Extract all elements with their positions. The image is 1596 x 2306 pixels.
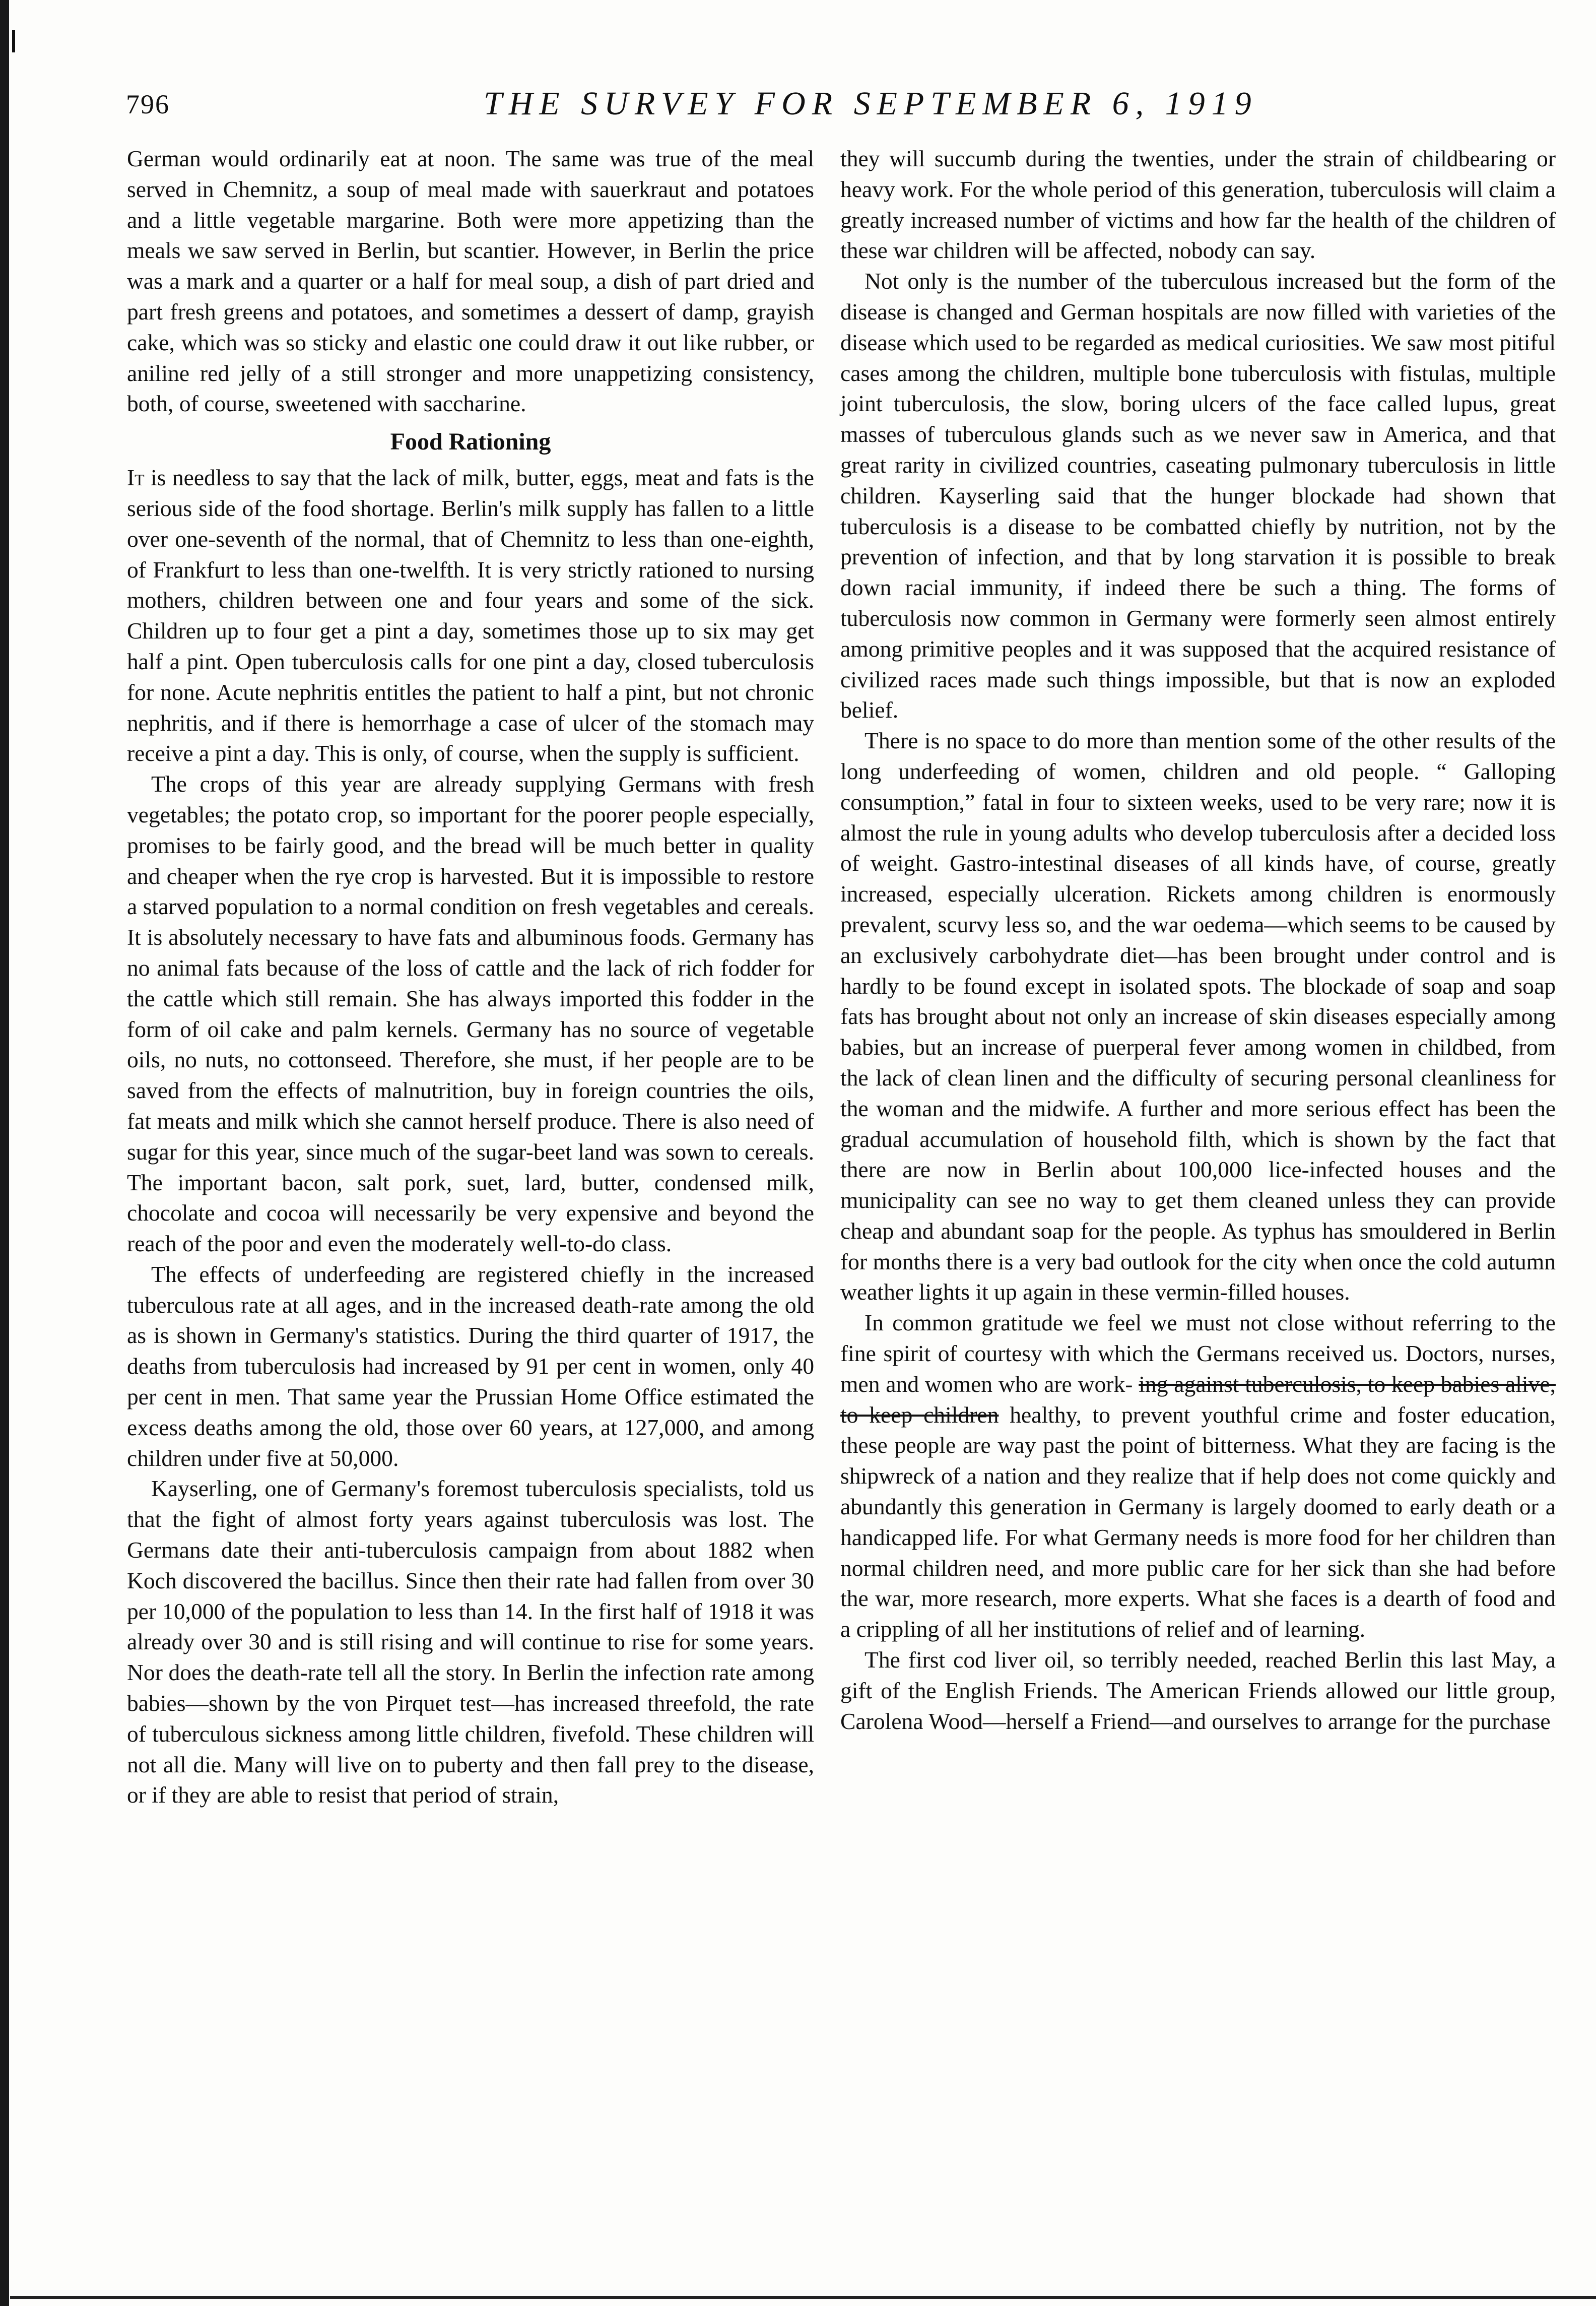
right-paragraph-2: Not only is the number of the tuberculous increased but the form of the disease is changed and German hospitals are now filled with varieties of the disease which used to be regarded as medical curiosities. We saw most pitiful cases among the children, multiple bone tuberculosis with fistulas, multiple joint tuberculosis, the slow, boring ulcers of the face called lupus, great masses of tuberculous glands such as we never saw in America, and that great rarity in civilized countries, caseating pulmonary tuberculosis in little children. Kayserling said that the hunger blockade had shown that tuberculosis is a disease to be combatted chiefly by nutrition, not by the prevention of infection, and that by long starvation it is possible to break down racial immunity, if indeed there be such a thing. The forms of tuberculosis now common in Germany were formerly seen almost entirely among primitive peoples and it was supposed that the acquired resistance of civilized races made such things impossible, but that is now an exploded belief.: [840, 268, 1556, 723]
right-paragraph-4: [840, 1308, 1556, 1645]
scan-bottom-border: [10, 2296, 1596, 2299]
section-heading: Food Rationing: [390, 428, 551, 456]
left-paragraph-2-text: is needless to say that the lack of milk, butter, eggs, meat and fats is the serious side of the food shortage. Berlin's milk supply has fallen to a little over one-seventh of the normal, that of Chemnitz to less than one-eighth, of Frankfurt to less than one-twelfth. It is very strictly rationed to nursing mothers, children between one and four years and some of the sick. Children up to four get a pint a day, sometimes those up to six may get half a pint. Open tuberculosis calls for one pint a day, closed tuberculosis for none. Acute nephritis entitles the patient to half a pint, but not chronic nephritis, and if there is hemorrhage a case of ulcer of the stomach may receive a pint a day. This is only, of course, when the supply is sufficient.: [127, 465, 814, 766]
left-paragraph-4: The effects of underfeeding are registered chiefly in the increased tuberculous rate at all ages, and in the increased death-rate among the old as is shown in Germany's statistics. During the third quarter of 1917, the deaths from tuberculosis had increased by 91 per cent in women, only 40 per cent in men. That same year the Prussian Home Office estimated the excess deaths among the old, those over 60 years, at 127,000, and among children under five at 50,000.: [127, 1261, 814, 1471]
left-paragraph-5: Kayserling, one of Germany's foremost tuberculosis specialists, told us that the fight of almost forty years against tuberculosis was lost. The Germans date their anti-tuberculosis campaign from about 1882 when Koch discovered the bacillus. Since then their rate had fallen from over 30 per 10,000 of the population to less than 14. In the first half of 1918 it was already over 30 and is still rising and will continue to rise for some years. Nor does the death-rate tell all the story. In Berlin the infection rate among babies—shown by the von Pirquet test—has increased threefold, the rate of tuberculous sickness among little children, fivefold. These children will not all die. Many will live on to puberty and then fall prey to the disease, or if they are able to resist that period of strain,: [127, 1476, 814, 1808]
right-paragraph-4-end: healthy, to prevent youthful crime and foster education, these people are way past the point of bitterness. What they are facing is the shipwreck of a nation and they realize that if help does not come quickly and abundantly this generation in Germany is largely doomed to early death or a handicapped life. For what Germany needs is more food for her children than normal children need, and more public care for her sick than she had before the war, more research, more experts. What she faces is a dearth of food and a crippling of all her institutions of relief and of learning.: [840, 1401, 1556, 1642]
left-paragraph-2: [127, 463, 814, 769]
left-column: [127, 144, 814, 1811]
right-paragraph-4-start: In common gratitude we feel we must not close without referring to the fine spirit of courtesy with which the Germans received us. Doctors, nurses, men and women who are work-: [840, 1310, 1556, 1397]
left-paragraph-1: German would ordinarily eat at noon. The same was true of the meal served in Chemnitz, a soup of meal made with sauerkraut and potatoes and a little vegetable margarine. Both were more appetizing than the meals we saw served in Berlin, but scantier. However, in Berlin the price was a mark and a quarter or a half for meal soup, a dish of part dried and part fresh greens and potatoes, and sometimes a dessert of damp, grayish cake, which was so sticky and elastic one could draw it out like rubber, or aniline red jelly of a still stronger and more unappetizing consistency, both, of course, sweetened with saccharine.: [127, 146, 814, 417]
left-paragraph-3: The crops of this year are already supplying Germans with fresh vegetables; the potato crop, so important for the poorer people especially, promises to be fairly good, and the bread will be much better in quality and cheaper when the rye crop is harvested. But it is impossible to restore a starved population to a normal condition on fresh vegetables and cereals. It is absolutely necessary to have fats and albuminous foods. Germany has no animal fats because of the loss of cattle and the lack of rich fodder for the cattle which still remain. She has always imported this fodder in the form of oil cake and palm kernels. Germany has no source of vegetable oils, no nuts, no cottonseed. Therefore, she must, if her people are to be saved from the effects of malnutrition, buy in foreign countries the oils, fat meats and milk which she cannot herself produce. There is also need of sugar for this year, since much of the sugar-beet land was sown to cereals. The important bacon, salt pork, suet, lard, butter, condensed milk, chocolate and cocoa will necessarily be very expensive and beyond the reach of the poor and even the moderately well-to-do class.: [127, 771, 814, 1257]
page-header: [126, 85, 1567, 130]
right-column: [840, 144, 1556, 1737]
right-paragraph-1: they will succumb during the twenties, under the strain of childbearing or heavy work. For the whole period of this generation, tuberculosis will claim a greatly increased number of victims and how far the health of the children of these war children will be affected, nobody can say.: [840, 146, 1556, 264]
right-paragraph-5: The first cod liver oil, so terribly needed, reached Berlin this last May, a gift of the English Friends. The American Friends allowed our little group, Carolena Wood—herself a Friend—and ourselves to arrange for the purchase: [840, 1647, 1556, 1734]
scan-left-border: [0, 0, 9, 2306]
page-number: 796: [126, 89, 170, 119]
struck-through-line: ing against tuberculosis, to keep babies alive, to keep children: [840, 1371, 1556, 1428]
right-paragraph-3: There is no space to do more than mention some of the other results of the long underfeeding of women, children and old people. “ Galloping consumption,” fatal in four to sixteen weeks, used to be very rare; now it is almost the rule in young adults who develop tuberculosis after a decided loss of weight. Gastro-intestinal diseases of all kinds have, of course, greatly increased, especially ulceration. Rickets among children is enormously prevalent, scurvy less so, and the war oedema—which seems to be caused by an exclusively carbohydrate diet—has been brought under control and is hardly to be found except in isolated spots. The blockade of soap and soap fats has brought about not only an increase of skin diseases especially among babies, but an increase of puerperal fever among women in childbed, from the lack of clean linen and the difficulty of securing personal cleanliness for the woman and the midwife. A further and more serious effect has been the gradual accumulation of household filth, which is shown by the fact that there are now in Berlin about 100,000 lice-infected houses and the municipality can see no way to get them cleaned unless they can provide cheap and abundant soap for the people. As typhus has smouldered in Berlin for months there is a very bad outlook for the city when once the cold autumn weather lights it up again in these vermin-filled houses.: [840, 728, 1556, 1305]
running-title: THE SURVEY FOR SEPTEMBER 6, 1919: [484, 85, 1258, 122]
scan-margin-mark: [12, 30, 15, 52]
paragraph-lead-word: It: [127, 465, 145, 491]
